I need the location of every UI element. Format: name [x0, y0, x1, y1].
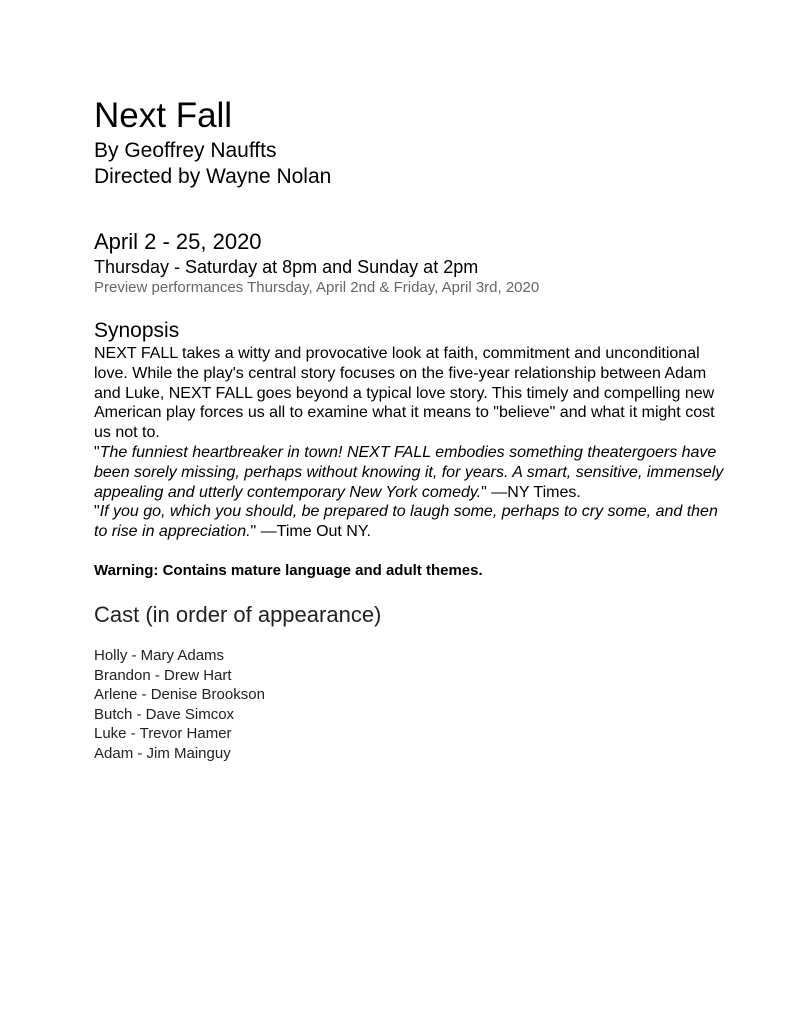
cast-member: Arlene - Denise Brookson	[94, 686, 265, 704]
preview-note: Preview performances Thursday, April 2nd & Friday, April 3rd, 2020	[94, 279, 540, 296]
cast-member: Holly - Mary Adams	[94, 646, 225, 664]
cast-heading: Cast (in order of appearance)	[94, 601, 382, 627]
date-range: April 2 - 25, 2020	[94, 229, 262, 254]
cast-member: Brandon - Drew Hart	[94, 666, 232, 684]
play-title: Next Fall	[94, 96, 233, 135]
synopsis-heading: Synopsis	[94, 319, 180, 342]
review-quote	[94, 502, 734, 542]
performance-dates	[94, 228, 734, 298]
quote-text: The funniest heartbreaker in town! NEXT FALL embodies something theatergoers have been sorely missing, perhaps without knowing it, for years. A smart, sensitive, immensely appealing and utterly contemporary New York comedy.	[94, 443, 724, 501]
cast-member: Adam - Jim Mainguy	[94, 744, 231, 762]
synopsis-body: NEXT FALL takes a witty and provocative look at faith, commitment and unconditional love. While the play's central story focuses on the five-year relationship between Adam and Luke, NEXT FALL goes beyond a typical love story. This timely and compelling new American play forces us all to examine what it means to "believe" and what it might cost us not to.	[94, 345, 715, 442]
author-credit: By Geoffrey Nauffts	[94, 139, 277, 162]
cast-member: Butch - Dave Simcox	[94, 705, 235, 723]
document-content	[94, 94, 734, 764]
quote-attribution: " —NY Times.	[481, 483, 581, 501]
cast-list	[94, 646, 734, 764]
quote-attribution: " —Time Out NY.	[250, 523, 371, 541]
quote-text: If you go, which you should, be prepared to laugh some, perhaps to cry some, and then to rise in appreciation.	[94, 503, 718, 541]
content-warning: Warning: Contains mature language and adult themes.	[94, 561, 483, 579]
performance-schedule: Thursday - Saturday at 8pm and Sunday at 2pm	[94, 257, 479, 277]
cast-member: Luke - Trevor Hamer	[94, 725, 232, 743]
review-quote	[94, 443, 734, 502]
quote-open-mark: "	[94, 443, 100, 461]
quote-open-mark: "	[94, 503, 100, 521]
director-credit: Directed by Wayne Nolan	[94, 165, 332, 188]
